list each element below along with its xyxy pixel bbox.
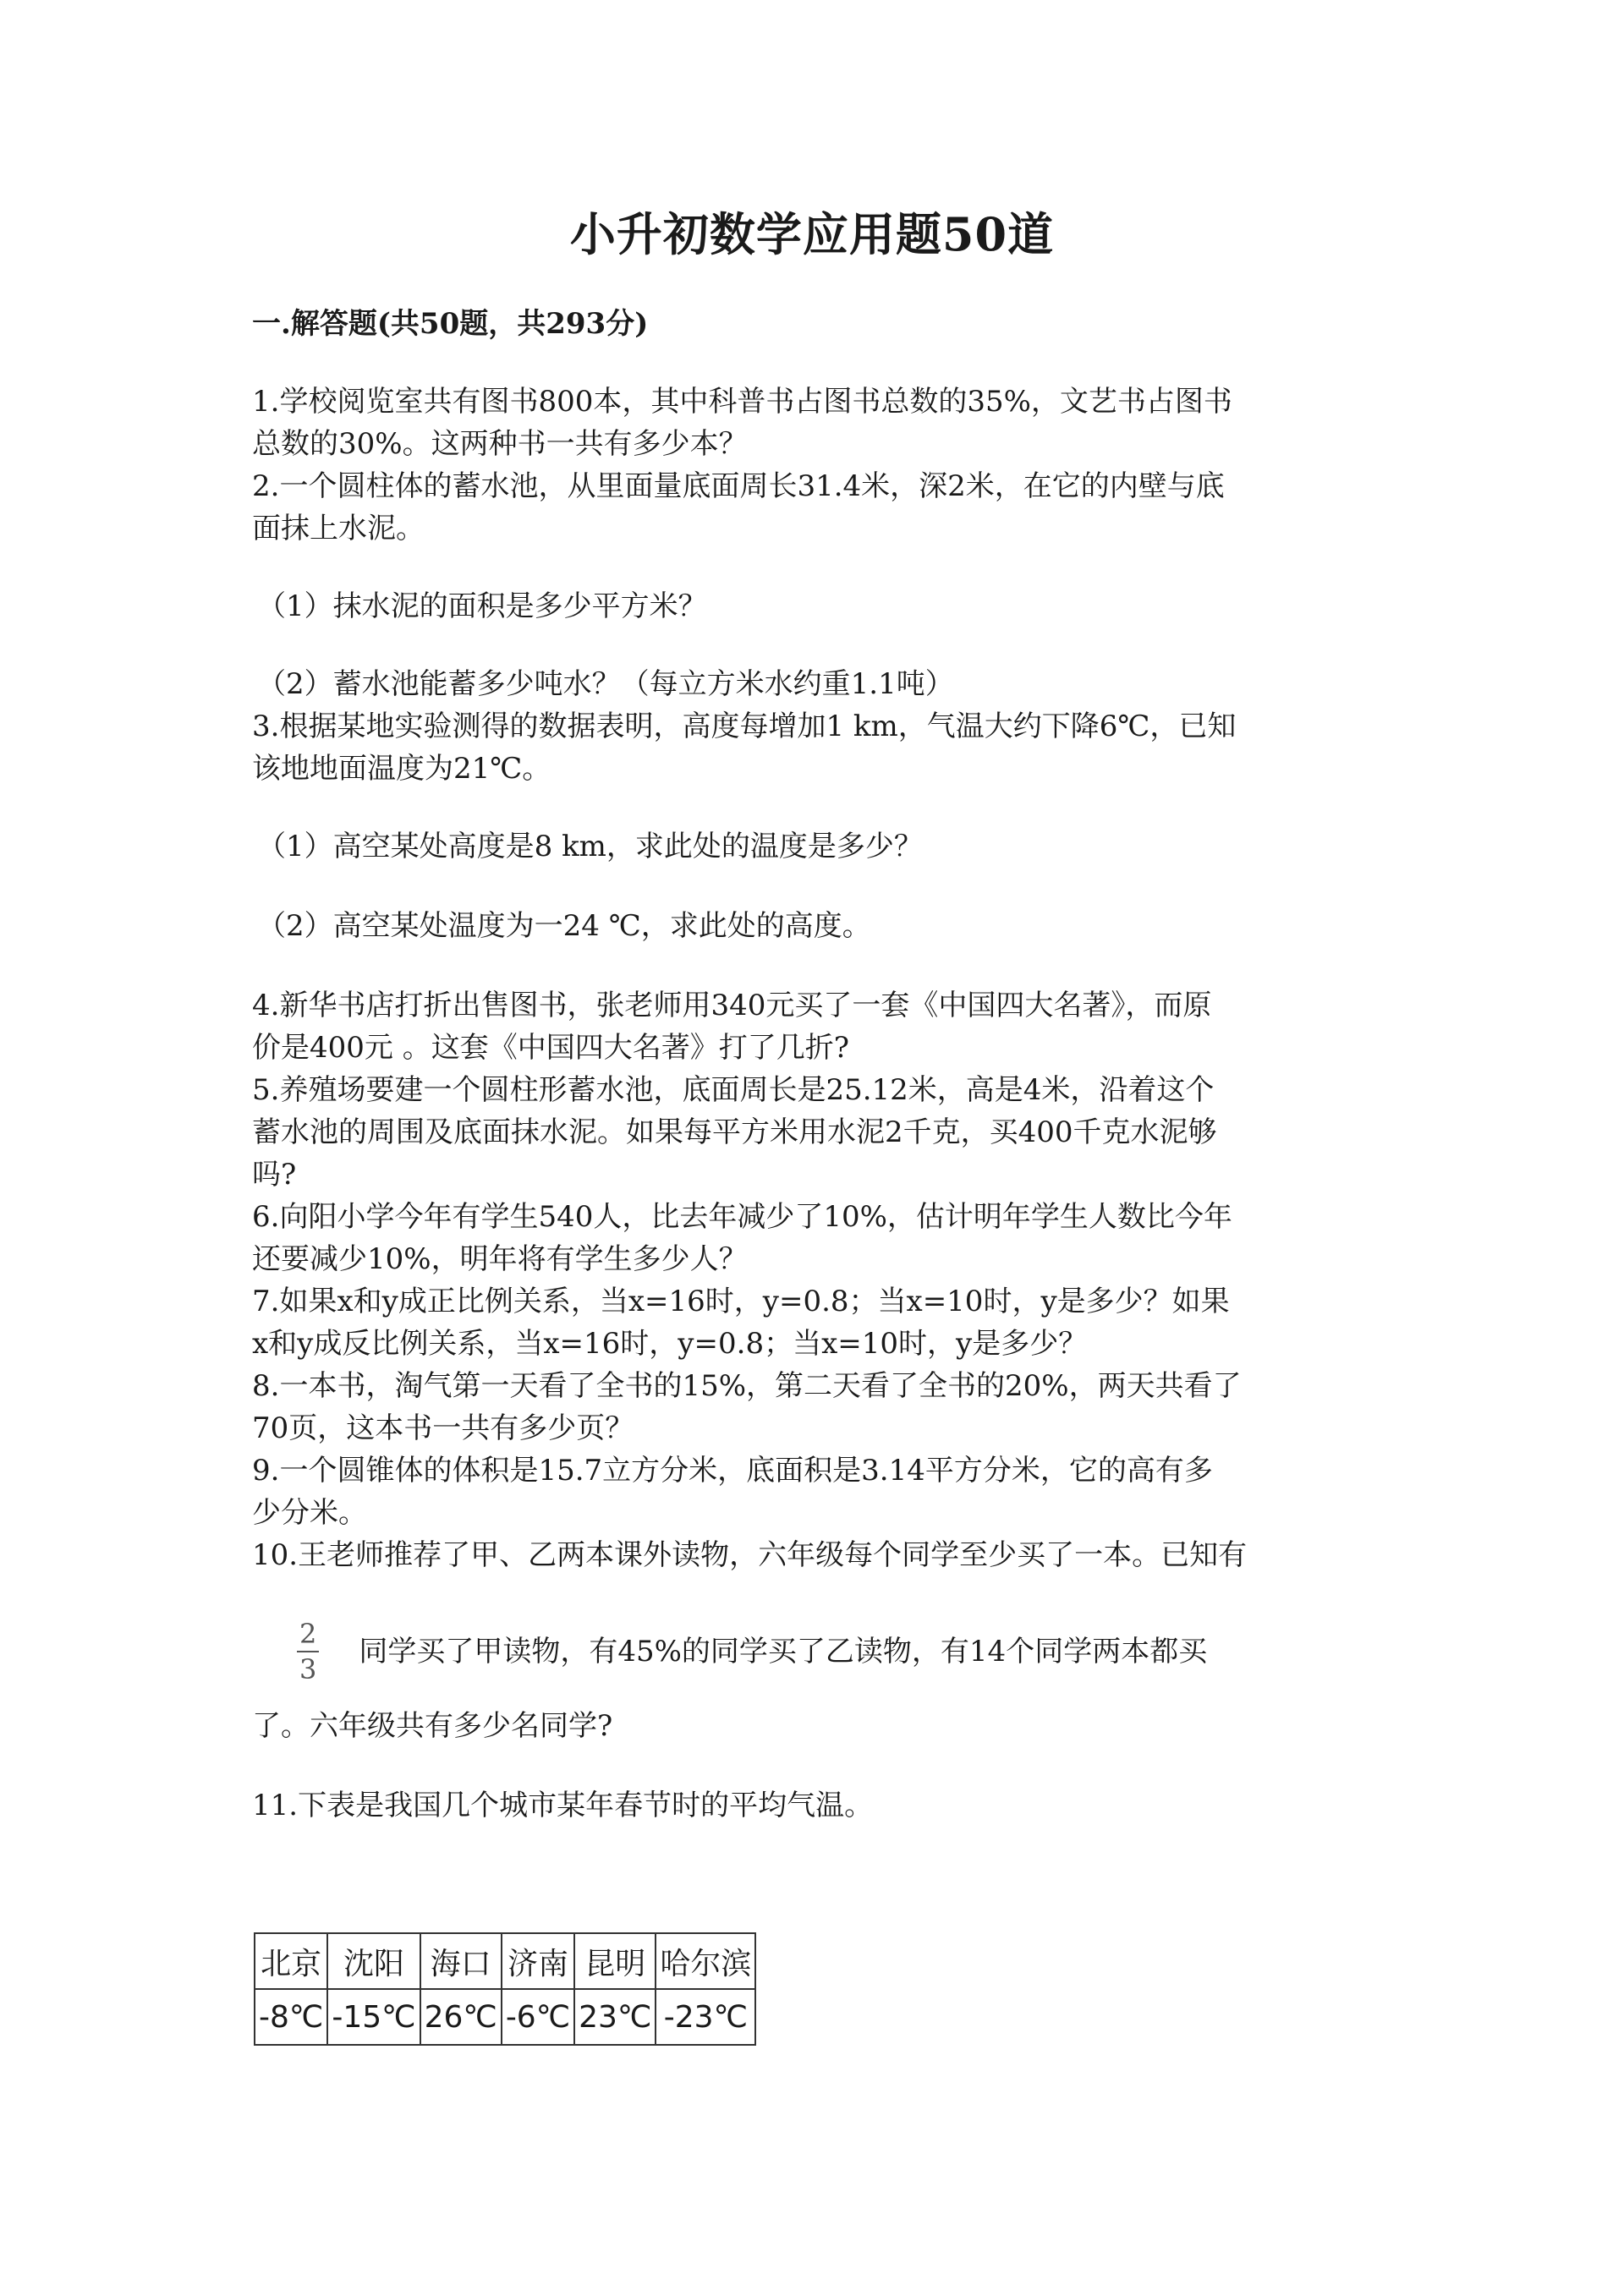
question-1 [252,381,1385,465]
question-4-line-2: 价是400元 。这套《中国四大名著》打了几折? [252,1031,849,1065]
table-cell-city: 济南 [502,1933,574,1989]
question-2-line-1: 2.一个圆柱体的蓄水池，从里面量底面周长31.4米，深2米，在它的内壁与底 [252,469,1225,503]
question-6 [252,1196,1385,1280]
table-cell-city: 海口 [420,1933,502,1989]
table-cell-temp: 23℃ [574,1989,656,2045]
question-8-line-2: 70页，这本书一共有多少页？ [252,1411,634,1445]
table-cell-city: 沈阳 [327,1933,420,1989]
table-cell-city: 昆明 [574,1933,656,1989]
table-cell-temp: 26℃ [420,1989,502,2045]
question-10-line-1: 10.王老师推荐了甲、乙两本课外读物，六年级每个同学至少买了一本。已知有 [252,1538,1248,1572]
table-cell-temp: -23℃ [656,1989,755,2045]
question-5 [252,1069,1385,1196]
question-3-line-1: 3.根据某地实验测得的数据表明，高度每增加1 km，气温大约下降6℃，已知 [252,710,1237,743]
table-row-temps [255,1989,755,2045]
question-11 [252,1784,1385,1827]
question-3-sub-1: （1）高空某处高度是8 km，求此处的温度是多少？ [257,830,923,863]
question-1-line-1: 1.学校阅览室共有图书800本，其中科普书占图书总数的35%，文艺书占图书 [252,385,1232,419]
section-heading: 一.解答题(共50题，共293分) [252,307,649,341]
fraction-denominator: 3 [299,1653,317,1685]
question-5-line-2: 蓄水池的周围及底面抹水泥。如果每平方米用水泥2千克，买400千克水泥够 [252,1115,1217,1149]
table-cell-temp: -6℃ [502,1989,574,2045]
page-title: 小升初数学应用题50道 [569,207,1055,261]
question-5-line-3: 吗? [252,1158,297,1192]
question-4-line-1: 4.新华书店打折出售图书，张老师用340元买了一套《中国四大名著》，而原 [252,989,1212,1022]
question-3-line-2: 该地地面温度为21℃。 [252,752,551,786]
table-cell-city: 北京 [255,1933,327,1989]
question-1-line-2: 总数的30%。这两种书一共有多少本？ [252,427,748,461]
fraction-bar [297,1651,319,1652]
table-cell-temp: -15℃ [327,1989,420,2045]
question-7 [252,1280,1385,1365]
question-2-sub-2: （2）蓄水池能蓄多少吨水？（每立方米水约重1.1吨） [257,667,954,701]
table-cell-city: 哈尔滨 [656,1933,755,1989]
table-row-cities [255,1933,755,1989]
question-4 [252,984,1385,1069]
question-7-line-1: 7.如果x和y成正比例关系，当x=16时，y=0.8；当x=10时，y是多少？如果 [252,1285,1230,1318]
question-5-line-1: 5.养殖场要建一个圆柱形蓄水池，底面周长是25.12米，高是4米，沿着这个 [252,1073,1215,1107]
question-2 [252,465,1385,705]
fraction-numerator: 2 [299,1618,317,1650]
question-10-line-3: 了。六年级共有多少名同学? [252,1709,613,1743]
question-9 [252,1449,1385,1534]
question-8-line-1: 8.一本书，淘气第一天看了全书的15%，第二天看了全书的20%，两天共看了 [252,1369,1242,1403]
city-temperature-table [254,1932,756,2046]
fraction-two-thirds [296,1619,320,1685]
question-8 [252,1365,1385,1449]
question-3 [252,705,1385,984]
question-7-line-2: x和y成反比例关系，当x=16时，y=0.8；当x=10时，y是多少？ [252,1327,1088,1361]
question-9-line-1: 9.一个圆锥体的体积是15.7立方分米，底面积是3.14平方分米，它的高有多 [252,1454,1213,1488]
question-10-fraction-row [252,1619,1385,1685]
table-cell-temp: -8℃ [255,1989,327,2045]
question-11-line-1: 11.下表是我国几个城市某年春节时的平均气温。 [252,1789,874,1822]
question-9-line-2: 少分米。 [252,1496,367,1530]
question-2-line-2: 面抹上水泥。 [252,512,425,545]
question-10 [252,1534,1385,1747]
question-6-line-2: 还要减少10%，明年将有学生多少人？ [252,1242,748,1276]
question-10-line-2: 同学买了甲读物，有45%的同学买了乙读物，有14个同学两本都买 [359,1635,1208,1669]
question-2-sub-1: （1）抹水泥的面积是多少平方米？ [257,589,707,623]
question-3-sub-2: （2）高空某处温度为一24 ℃，求此处的高度。 [257,909,871,943]
question-list [252,381,1385,1827]
question-6-line-1: 6.向阳小学今年有学生540人，比去年减少了10%，估计明年学生人数比今年 [252,1200,1232,1234]
